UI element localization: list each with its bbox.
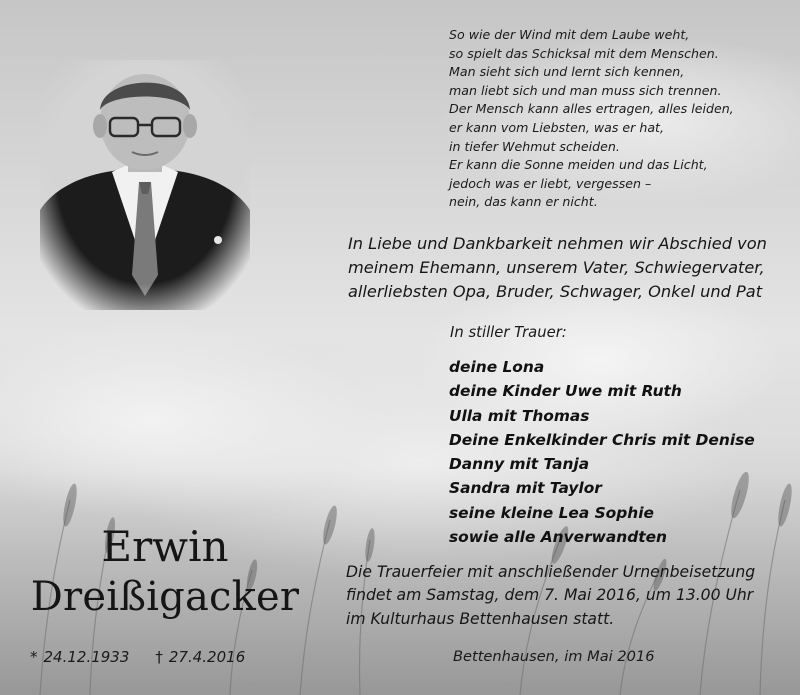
- mourners-list: [449, 355, 755, 549]
- poem-line: man liebt sich und man muss sich trennen.: [449, 82, 722, 98]
- farewell-text: [348, 232, 793, 303]
- life-dates: [30, 648, 245, 666]
- poem-line: Man sieht sich und lernt sich kennen,: [449, 64, 685, 80]
- mourner-item: Sandra mit Taylor: [449, 479, 602, 498]
- farewell-line: allerliebsten Opa, Bruder, Schwager, Onkel und Pat: [348, 281, 763, 301]
- poem-line: Der Mensch kann alles ertragen, alles leiden,: [449, 101, 734, 117]
- poem-line: so spielt das Schicksal mit dem Menschen.: [449, 45, 719, 61]
- poem-line: er kann vom Liebsten, was er hat,: [449, 119, 664, 135]
- place-date: Bettenhausen, im Mai 2016: [453, 648, 655, 665]
- poem-line: Er kann die Sonne meiden und das Licht,: [449, 157, 708, 173]
- mourner-item: Danny mit Tanja: [449, 455, 590, 474]
- grief-label: In stiller Trauer:: [450, 324, 567, 341]
- mourner-item: Deine Enkelkinder Chris mit Denise: [449, 430, 755, 449]
- poem-line: in tiefer Wehmut scheiden.: [449, 138, 620, 154]
- death-date: 27.4.2016: [168, 648, 246, 666]
- funeral-line: findet am Samstag, dem 7. Mai 2016, um 13.00 Uhr: [346, 586, 754, 605]
- mourner-item: seine kleine Lea Sophie: [449, 503, 654, 522]
- mourner-item: deine Lona: [449, 358, 545, 376]
- death-cross-icon: †: [155, 648, 163, 666]
- portrait-photo: [40, 60, 250, 310]
- poem-line: So wie der Wind mit dem Laube weht,: [449, 27, 690, 42]
- birth-date: 24.12.1933: [43, 648, 130, 666]
- poem-line: jedoch was er liebt, vergessen –: [449, 175, 652, 191]
- birth-symbol: *: [30, 648, 38, 666]
- mourner-item: Ulla mit Thomas: [449, 406, 590, 425]
- poem-block: [449, 26, 789, 212]
- farewell-line: In Liebe und Dankbarkeit nehmen wir Abschied von: [348, 234, 767, 253]
- mourner-item: sowie alle Anverwandten: [449, 528, 668, 547]
- first-name: Erwin: [101, 522, 229, 571]
- funeral-line: Die Trauerfeier mit anschließender Urnenbeisetzung: [346, 563, 756, 581]
- poem-line: nein, das kann er nicht.: [449, 194, 598, 210]
- funeral-line: im Kulturhaus Bettenhausen statt.: [346, 609, 615, 628]
- mourner-item: deine Kinder Uwe mit Ruth: [449, 382, 682, 401]
- farewell-line: meinem Ehemann, unserem Vater, Schwiegervater,: [348, 257, 765, 277]
- last-name: Dreißigacker: [30, 574, 300, 620]
- funeral-info: [346, 561, 796, 631]
- deceased-name: [0, 522, 330, 622]
